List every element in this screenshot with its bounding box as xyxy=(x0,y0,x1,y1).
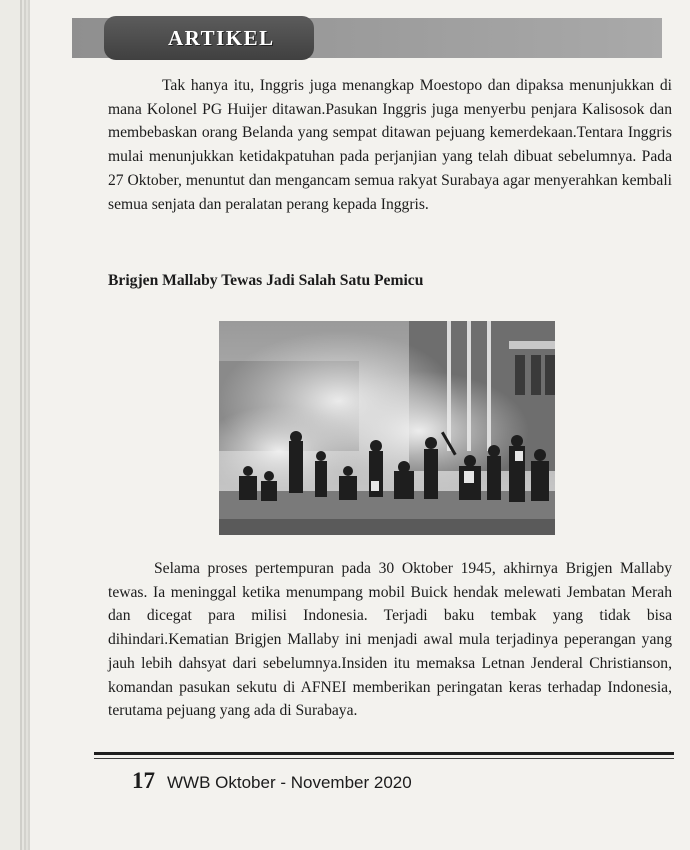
article-paragraph-2: Selama proses pertempuran pada 30 Oktober 1945, akhirnya Brigjen Mallaby tewas. Ia meninggal ketika menumpang mobil Buick hendak melewati Jembatan Merah dan dicegat para milisi Indonesia. Terjadi baku tembak yang tidak bisa dihindari.Kematian Brigjen Mallaby ini menjadi awal mula terjadinya peperangan yang jauh lebih dahsyat dari sebelumnya.Insiden itu memaksa Letnan Jenderal Christianson, komandan pasukan sekutu di AFNEI memberikan peringatan keras terhadap Indonesia, terutama pejuang yang ada di Surabaya. xyxy=(108,560,672,720)
header-tab xyxy=(104,16,314,60)
publication-info: WWB Oktober - November 2020 xyxy=(167,773,412,792)
page-stack-edge xyxy=(20,0,22,850)
article-subheading: Brigjen Mallaby Tewas Jadi Salah Satu Pemicu xyxy=(108,272,424,289)
section-label: ARTIKEL xyxy=(168,25,275,50)
battle-photo xyxy=(219,321,555,535)
footer-divider-thin xyxy=(94,758,674,759)
page-footer xyxy=(132,768,412,794)
footer-divider xyxy=(94,752,674,755)
page-number: 17 xyxy=(132,768,155,793)
page-stack-edge xyxy=(24,0,26,850)
article-paragraph-1: Tak hanya itu, Inggris juga menangkap Moestopo dan dipaksa menunjukkan di mana Kolonel PG Huijer ditawan.Pasukan Inggris juga menyerbu penjara Kalisosok dan membebaskan orang Belanda yang sempat ditawan pejuang kemerdekaan.Tentara Inggris mulai menunjukkan ketidakpatuhan pada perjanjian yang telah dibuat sebelumnya. Pada 27 Oktober, menuntut dan mengancam semua rakyat Surabaya agar menyerahkan kembali semua senjata dan peralatan perang kepada Inggris. xyxy=(108,77,672,213)
battle-photo-illustration xyxy=(219,321,555,535)
